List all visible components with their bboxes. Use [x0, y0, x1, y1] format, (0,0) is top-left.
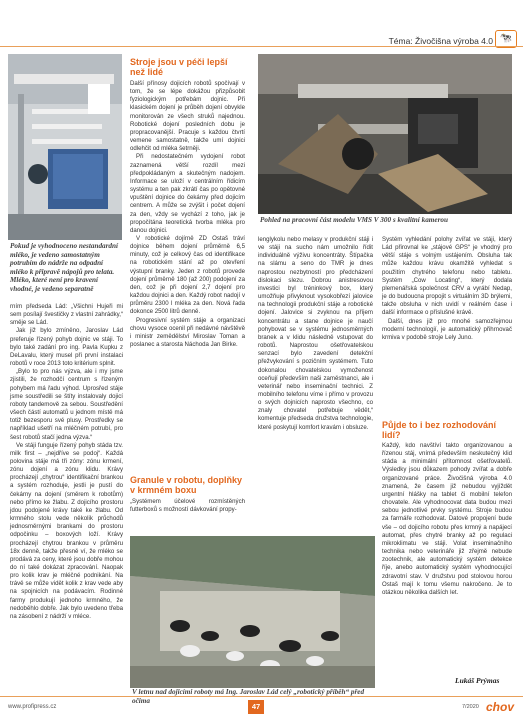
column-4 — [382, 236, 512, 342]
caption-top-right: Pohled na pracovní část modelu VMS V 300 s kvalitní kamerou — [260, 216, 448, 224]
paragraph: Každý, kdo navštíví takto organizovanou a řízenou stáj, vnímá především neskutečný klid stáda a minimální přítomnost ošetřovatelů. Výsledky jsou důkazem pohody zvířat a dobře organizované práce. Živočišná výroba 4.0 znamená, že časem již nebudou vyjíždět urgentní hlášky na tablet či mobilní telefon chovatele. Ale vyhodnocovat data budou mezi sebou jednotlivé prvky systému. Stroje budou za farmáře rozhodovat. Datové propojení bude vše – od dojicího robotu přes krmný a napájecí automat, přes chytré branky až po regulaci mikroklimatu ve stáji. Volat inseminačního technika nebo veterináře již zřejmě nebude zootechnik, ale automatický systém detekce říje, anebo automatický systém vyhodnocující zdravotní stav. V družstvu pod stolovou horou Ostaš mají k tomu všemu nakročeno. Je to otázkou několika dalších let. — [382, 442, 512, 596]
issue-number: 7/2020 — [462, 704, 479, 710]
paragraph: Při nedostatečném vydojení robot zaznamená větší rozdíl mezi předpokládaným a skutečným nadojem. Informace se uloží v centrálním řídicím systému a ten pak zkrátí čas po opětovné vpuštění dojnice do čekárny před dojicím centrem. A může se zvýšit i počet dojení za den, vždy se vychází z toho, jak je propočítána teoretická tvorba mléka pro danou dojnici. — [130, 153, 245, 234]
paragraph: V robotické dojírně ZD Ostaš tráví dojnice během dojení průměrně 6,5 minuty, což je celkový čas od identifikace na robotickém stání až po otevření výstupní branky. Jeden z robotů provede dojení průměrně 180 (až 200) podojení za den, což je při dojení 2,7 dojení pro každou dojnici a den. Každý robot nadojí v průměru 2300 l mléka za den. Nová řada dokonce 2500 litrů denně. — [130, 234, 245, 316]
heading-granule: Granule v robotu, doplňky v krmném boxu — [130, 475, 243, 495]
author-signature: Lukáš Prýmas — [455, 676, 500, 685]
paragraph: Systém vyhledání polohy zvířat ve stáji, který Lád přirovnal ke „stájové GPS“ je vhodný pro větší stáje s volným ustájením. Obsluha tak může každou krávu okamžitě vyhledat s použitím chytrého telefonu nebo tabletu. Systém „Cow Locating“, který dodala plemenářská společnost CRV a vyrábí Nedap, je do budoucna propojit s virtuálním 3D brýlemi, takže obsluha v nich uvidí v reálném čase i další informace o příslušné krávě. — [382, 236, 512, 317]
cow-icon: 🐄 — [495, 30, 517, 48]
paragraph: lenglykolu nebo melasy v produkční stáji i ve stáji na sucho nám umožnilo řídit individuálně výživu koncentráty. Štípačka na slámu a seno do TMR je dnes naprostou nezbytností pro předcházení dislokaci slezu. Dobrou anistresovou investici byl tréninkový box, který umožňuje přivyknout vysokobřezí jalovice na technologii produkční stáje a robotické dojení. Jalovice si zvyknou na příjem koncentrátu a stane dojnice je naučí pohybovat se v systému jednosměrných branek a v klidu následně vstupovat do robotů. Naprostou ošetřovatelskou senzací bylo zavedení detekční přežvykování s pozičním systémem. Tuto dokonalou chovatelskou vymoženost oceňují především naši zaměstnanci, ale i veterinář nebo inseminační technici. Z mobilního telefonu víme i přímo v provozu o svých dojnicích naprosto všechno, co znaly chovatel potřebuje vědět,“ komentuje předseda družstva technologie, které poskytují komfort kravám i obsluze. — [258, 236, 373, 431]
paragraph: Další, dnes již pro mnohé samozřejmou moderní technologií, je automatický přihrnovač krmiva v podobě stroje Lely Juno. — [382, 317, 512, 341]
footer-rule — [0, 696, 523, 697]
caption-top-left: Pokud je vyhodnoceno nestandardní mléko, je vedeno samostatným potrubím do nádrže na odpadní mléko k připravě nápojů pro telata. Mléko, které není pro kravení vhodné, je vedeno separatně — [10, 242, 119, 293]
header-rule — [0, 46, 523, 47]
paragraph: „Bylo to pro nás výzva, ale i my jsme zjistili, že rozhodčí centrum s řízeným pohybem má řadu výhod. Uprosřed stáje jsme soustředili se štíty instalovaly dojicí roboty tandemově za sebou. Soustředění všech částí automatů u jednom místě má totiž bezesporu své plusy. Prostředky se například ušetří na mléčném potrubí, pro šest robotů stačí jedna výzva.“ — [10, 368, 123, 441]
caption-bottom: V letnu nad dojicími roboty má Ing. Jaroslav Lád celý „robotický příběh“ před očima — [132, 688, 365, 705]
paragraph: Další přínosy dojicích robotů spočívají v tom, že se lépe dokážou přizpůsobit fyziologickým potřebám dojnic. Při klasickém dojení je průběh dojení obvykle monitorován ze všech struků najednou. Robotické dojení posledních dobu je propracovanější. Pracuje s každou čtvrtí vemene samostatně, takže umí dojnici odlehčit od mléka šetrněji. — [130, 80, 245, 153]
topic-label: Téma: Živočišna výroba 4.0 — [388, 36, 493, 46]
paragraph: Progresivní systém stáje a organizaci chovu vysoce ocenil při nedávné návštěvě i ministr zemědělství Miroslav Toman a poslanec a starosta Náchoda Jan Birke. — [130, 316, 245, 348]
website-link[interactable]: www.profipress.cz — [8, 704, 57, 710]
photo-milking-pipes — [8, 54, 122, 240]
magazine-logo: chov — [486, 700, 515, 714]
column-2b — [130, 498, 245, 514]
photo-milking-hall — [130, 536, 375, 688]
paragraph: „Systémem účelové rozmístěných futterboxů s možností dávkování propy- — [130, 498, 245, 514]
page-header — [0, 0, 523, 50]
page-number: 47 — [248, 700, 264, 714]
column-2 — [130, 80, 245, 349]
paragraph: rním předseda Lád: „Všichni Hujeři mi sem posílají švestičky z vlastní zahrádky,“ směje se Lád. — [10, 303, 123, 327]
column-1 — [10, 303, 123, 621]
heading-stroje: Stroje jsou v péči lepší než lidé — [130, 57, 228, 77]
paragraph: Jak již bylo zmíněno, Jaroslav Lád preferuje řízený pohyb dojnic ve stáji. To bylo také zadání pro ing. Pavla Kupku z DeLavalu, který musel při první instalaci robotů v roce 2013 toto kritérium splnit. — [10, 327, 123, 368]
column-3 — [258, 236, 373, 432]
heading-pujde: Půjde to i bez rozhodování lidí? — [382, 420, 497, 440]
photo-vms-robot — [258, 54, 512, 214]
paragraph: Ve stáji funguje řízený pohyb stáda tzv. milk first – „nejdříve se podoj“. Každá polovina stáje má tři zóny: zónu krmení, zónu dojení a zónu klidu. Krávy procházejí „chytrou“ identifikační brankou a systém rozhoduje, jestli je pustí do čekárny na dojení (směrem k robotům) nebo přímo ke žlabu. Z dojicího prostoru jdou podojené krávy také ke žlabu. Od krmného stolu vede několik průchodů jednosměrnými brankami do prostoru odpočinku – boxových loží. Krávy procházejí chytrou brankou v průměru 18x denně, takže přesně ví, že mléko se prodává za ceny, které jsou dobře mohou do ní také dokázat zpracování. Naopak pro kolik krav je mléčné podnikání. Na trávě se může vidět kolik z krav vede aby na spojnicích na podávacím. Rodinné farmy produkují jednoho krmného, že nedoběhlo dobře. Jak bylo uvedeno třeba na zásobení z nádrží v mléce. — [10, 441, 123, 620]
page-footer — [0, 696, 523, 720]
column-4b — [382, 442, 512, 597]
